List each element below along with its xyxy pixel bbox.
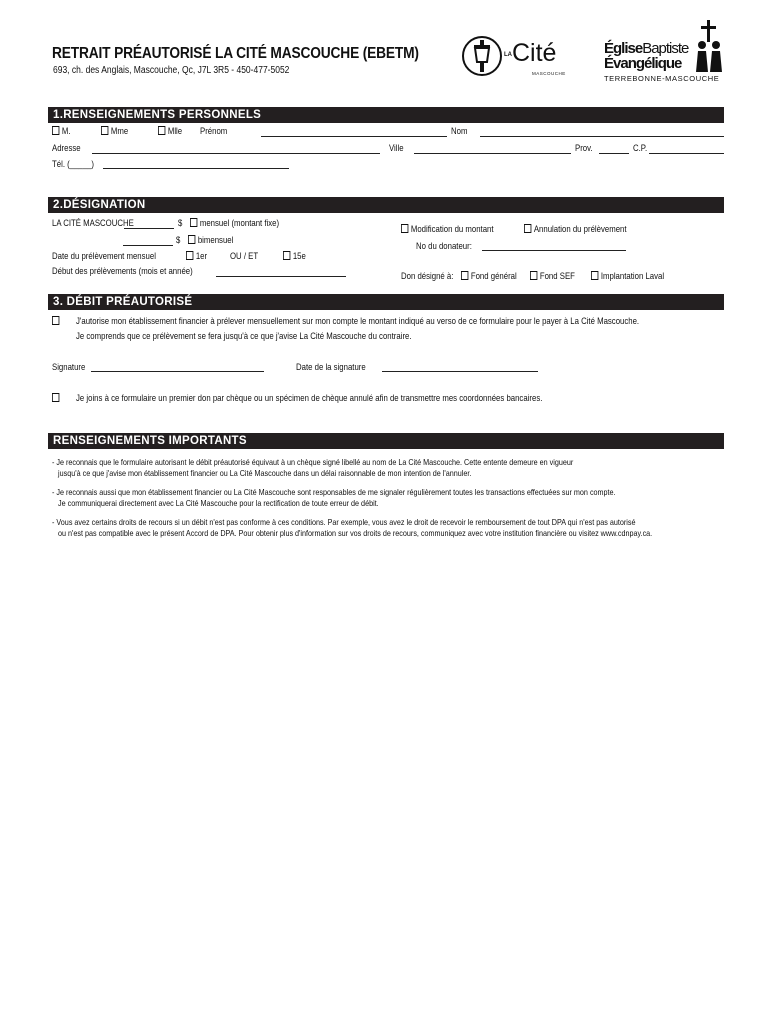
logo-line3: TERREBONNE-MASCOUCHE [604,74,720,83]
cross-figures-icon [694,20,724,72]
label-prov: Prov. [575,143,593,154]
label-cp: C.P. [633,143,648,154]
prov-field[interactable] [599,153,629,154]
label-date-prelevement: Date du prélèvement mensuel [52,251,156,262]
date-signature-field[interactable] [382,371,538,372]
la-cite-logo [462,34,572,80]
cp-field[interactable] [649,153,724,154]
checkbox-modification[interactable] [401,224,408,233]
logo-line1b: Baptiste [642,40,689,57]
label-mlle: Mlle [167,126,183,137]
important-paragraph-2a: - Je reconnais aussi que mon établissement financier ou La Cité Mascouche sont responsables de me signaler régulièrement toutes les transactions effectuées sur mon compte. [52,487,616,497]
debut-field[interactable] [216,276,346,277]
ville-field[interactable] [414,153,571,154]
label-don-designe: Don désigné à: [401,271,454,282]
label-premier: 1er [195,251,208,262]
checkbox-autorisation[interactable] [52,316,59,325]
label-ville: Ville [389,143,404,154]
authorization-text-2: Je comprends que ce prélèvement se fera jusqu'à ce que j'avise La Cité Mascouche du contraire. [76,331,412,342]
checkbox-mensuel[interactable] [190,218,197,227]
eglise-baptiste-logo [600,20,724,86]
checkbox-m[interactable] [52,126,59,135]
checkbox-fond-sef[interactable] [530,271,537,280]
section2-heading: 2.DÉSIGNATION [48,197,724,213]
label-date-signature: Date de la signature [296,362,366,373]
label-no-donateur: No du donateur: [416,241,472,252]
label-mme: Mme [110,126,129,137]
label-prenom: Prénom [200,126,228,137]
checkbox-premier[interactable] [186,251,193,260]
label-mensuel: mensuel (montant fixe) [199,218,280,229]
section3-heading: 3. DÉBIT PRÉAUTORISÉ [48,294,724,310]
label-annulation: Annulation du prélèvement [533,224,627,235]
section1-heading: 1.RENSEIGNEMENTS PERSONNELS [48,107,724,123]
label-ou-et: OU / ET [230,251,259,262]
logo-sub: MASCOUCHE [532,71,566,76]
organization-address: 693, ch. des Anglais, Mascouche, Qc, J7L 3R5 - 450-477-5052 [53,65,290,76]
label-implantation: Implantation Laval [600,271,665,282]
checkbox-mme[interactable] [101,126,108,135]
label-fond-general: Fond général [470,271,517,282]
label-dollar2: $ [176,235,181,246]
label-modification: Modification du montant [410,224,494,235]
prenom-field[interactable] [261,136,447,137]
label-m: M. [61,126,71,137]
important-paragraph-3a: - Vous avez certains droits de recours si un débit n'est pas conforme à ces conditions. Par exemple, vous avez le droit de recevoir le remboursement de tout DPA qui n'est pas autorisé [52,517,636,527]
no-donateur-field[interactable] [482,250,626,251]
checkbox-mlle[interactable] [158,126,165,135]
logo-line2: Évangélique [604,55,682,72]
label-fond-sef: Fond SEF [539,271,575,282]
form-title: RETRAIT PRÉAUTORISÉ LA CITÉ MASCOUCHE (EBETM) [52,45,419,62]
label-nom: Nom [451,126,468,137]
checkbox-cheque[interactable] [52,393,59,402]
tel-field[interactable] [103,168,289,169]
label-debut: Début des prélèvements (mois et année) [52,266,193,277]
label-bimensuel: bimensuel [197,235,234,246]
checkbox-bimensuel[interactable] [188,235,195,244]
label-adresse: Adresse [52,143,81,154]
checkbox-annulation[interactable] [524,224,531,233]
authorization-text: J'autorise mon établissement financier à prélever mensuellement sur mon compte le montant indiqué au verso de ce formulaire pour le payer à La Cité Mascouche. [76,316,640,327]
label-signature: Signature [52,362,86,373]
important-paragraph-1b: jusqu'à ce que j'avise mon établissement financier ou La Cité Mascouche dans un délai raisonnable de mon intention de l'annuler. [58,468,472,478]
logo-line1: Église [604,40,643,57]
signature-field[interactable] [91,371,264,372]
logo-name: Cité [512,39,557,67]
checkbox-fond-general[interactable] [461,271,468,280]
checkbox-quinze[interactable] [283,251,290,260]
label-tel: Tél. (_____) [52,159,95,170]
important-heading: RENSEIGNEMENTS IMPORTANTS [48,433,724,449]
checkbox-implantation[interactable] [591,271,598,280]
label-quinze: 15e [292,251,306,262]
logo-prefix: LA [504,52,512,58]
label-la-cite: LA CITÉ MASCOUCHE [52,218,134,229]
montant-mensuel-field[interactable] [124,228,174,229]
montant-bimensuel-field[interactable] [123,245,173,246]
label-dollar1: $ [178,218,183,229]
adresse-field[interactable] [92,153,380,154]
important-paragraph-3b: ou n'est pas compatible avec le présent Accord de DPA. Pour obtenir plus d'information sur vos droits de recours, communiquez avec votre institution financière ou visitez www.cdnpay.ca. [58,528,653,538]
nom-field[interactable] [480,136,724,137]
important-paragraph-1a: - Je reconnais que le formulaire autorisant le débit préautorisé équivaut à un chèque signé libellé au nom de La Cité Mascouche. Cette entente demeure en vigueur [52,457,574,467]
important-paragraph-2b: Je communiquerai directement avec La Cité Mascouche pour la rectification de toute erreur de débit. [58,498,379,508]
cheque-text: Je joins à ce formulaire un premier don par chèque ou un spécimen de chèque annulé afin de transmettre mes coordonnées bancaires. [76,393,543,404]
